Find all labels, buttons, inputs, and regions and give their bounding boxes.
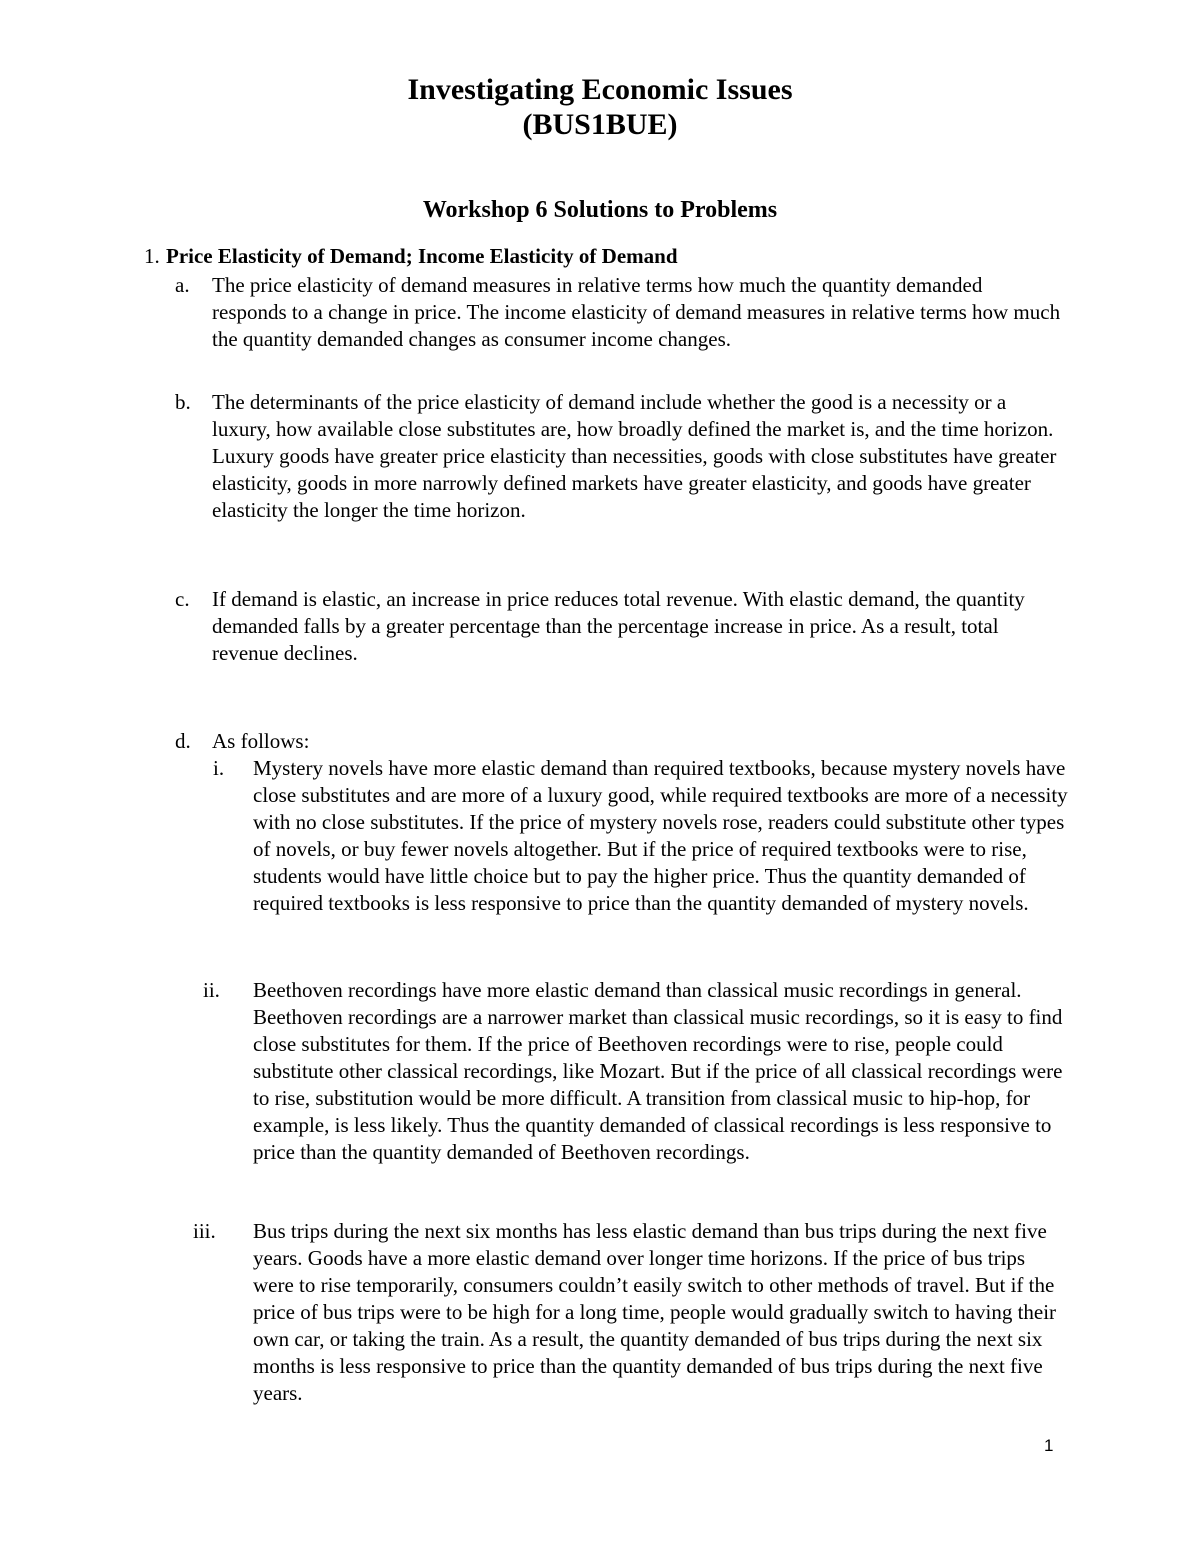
item-label: b.: [175, 390, 191, 414]
sub-item-text: Bus trips during the next six months has less elastic demand than bus trips during the next five years. Goods have a more elastic demand over longer time horizons. If the price of bus trips were to rise temporarily, consumers couldn’t easily switch to other methods of travel. But if the price of bus trips were to be high for a long time, people would gradually switch to having their own car, or taking the train. As a result, the quantity demanded of bus trips during the next six months is less responsive to price than the quantity demanded of bus trips during the next five years.: [253, 1219, 1057, 1405]
item-text: The price elasticity of demand measures in relative terms how much the quantity demanded responds to a change in price. The income elasticity of demand measures in relative terms how much the quantity demanded changes as consumer income changes.: [212, 273, 1061, 351]
item-text: The determinants of the price elasticity of demand include whether the good is a necessity or a luxury, how available close substitutes are, how broadly defined the market is, and the time horizon. Luxury goods have greater price elasticity than necessities, goods with close substitutes have greater elasticity, goods in more narrowly defined markets have greater elasticity, and goods have greater elasticity the longer the time horizon.: [212, 390, 1057, 522]
item-text: If demand is elastic, an increase in price reduces total revenue. With elastic demand, the quantity demanded falls by a greater percentage than the percentage increase in price. As a result, total revenue declines.: [212, 587, 1025, 665]
document-title: Investigating Economic Issues: [407, 73, 793, 106]
sub-item-text: Mystery novels have more elastic demand than required textbooks, because mystery novels have close substitutes and are more of a luxury good, while required textbooks are more of a necessity with no close substitutes. If the price of mystery novels rose, readers could substitute other types of novels, or buy fewer novels altogether. But if the price of required textbooks were to rise, students would have little choice but to pay the higher price. Thus the quantity demanded of required textbooks is less responsive to price than the quantity demanded of mystery novels.: [253, 756, 1068, 915]
item-text: As follows:: [212, 729, 310, 753]
document-subtitle: Workshop 6 Solutions to Problems: [422, 197, 778, 223]
item-label: d.: [175, 729, 191, 753]
item-label: a.: [175, 273, 190, 297]
sub-item-text: Beethoven recordings have more elastic demand than classical music recordings in general. Beethoven recordings are a narrower market than classical music recordings, so it is easy to find close substitutes for them. If the price of Beethoven recordings were to rise, people could substitute other classical recordings, like Mozart. But if the price of all classical recordings were to rise, substitution would be more difficult. A transition from classical music to hip-hop, for example, is less likely. Thus the quantity demanded of classical recordings is less responsive to price than the quantity demanded of Beethoven recordings.: [253, 978, 1063, 1164]
sub-item-label: i.: [213, 756, 225, 780]
course-code: (BUS1BUE): [522, 108, 678, 141]
item-label: c.: [175, 587, 190, 611]
section-number: 1.: [144, 244, 160, 268]
page-number: 1: [1044, 1436, 1054, 1455]
section-heading-text: Price Elasticity of Demand; Income Elasticity of Demand: [166, 244, 678, 268]
sub-item-label: ii.: [203, 978, 220, 1002]
sub-item-label: iii.: [193, 1219, 216, 1243]
